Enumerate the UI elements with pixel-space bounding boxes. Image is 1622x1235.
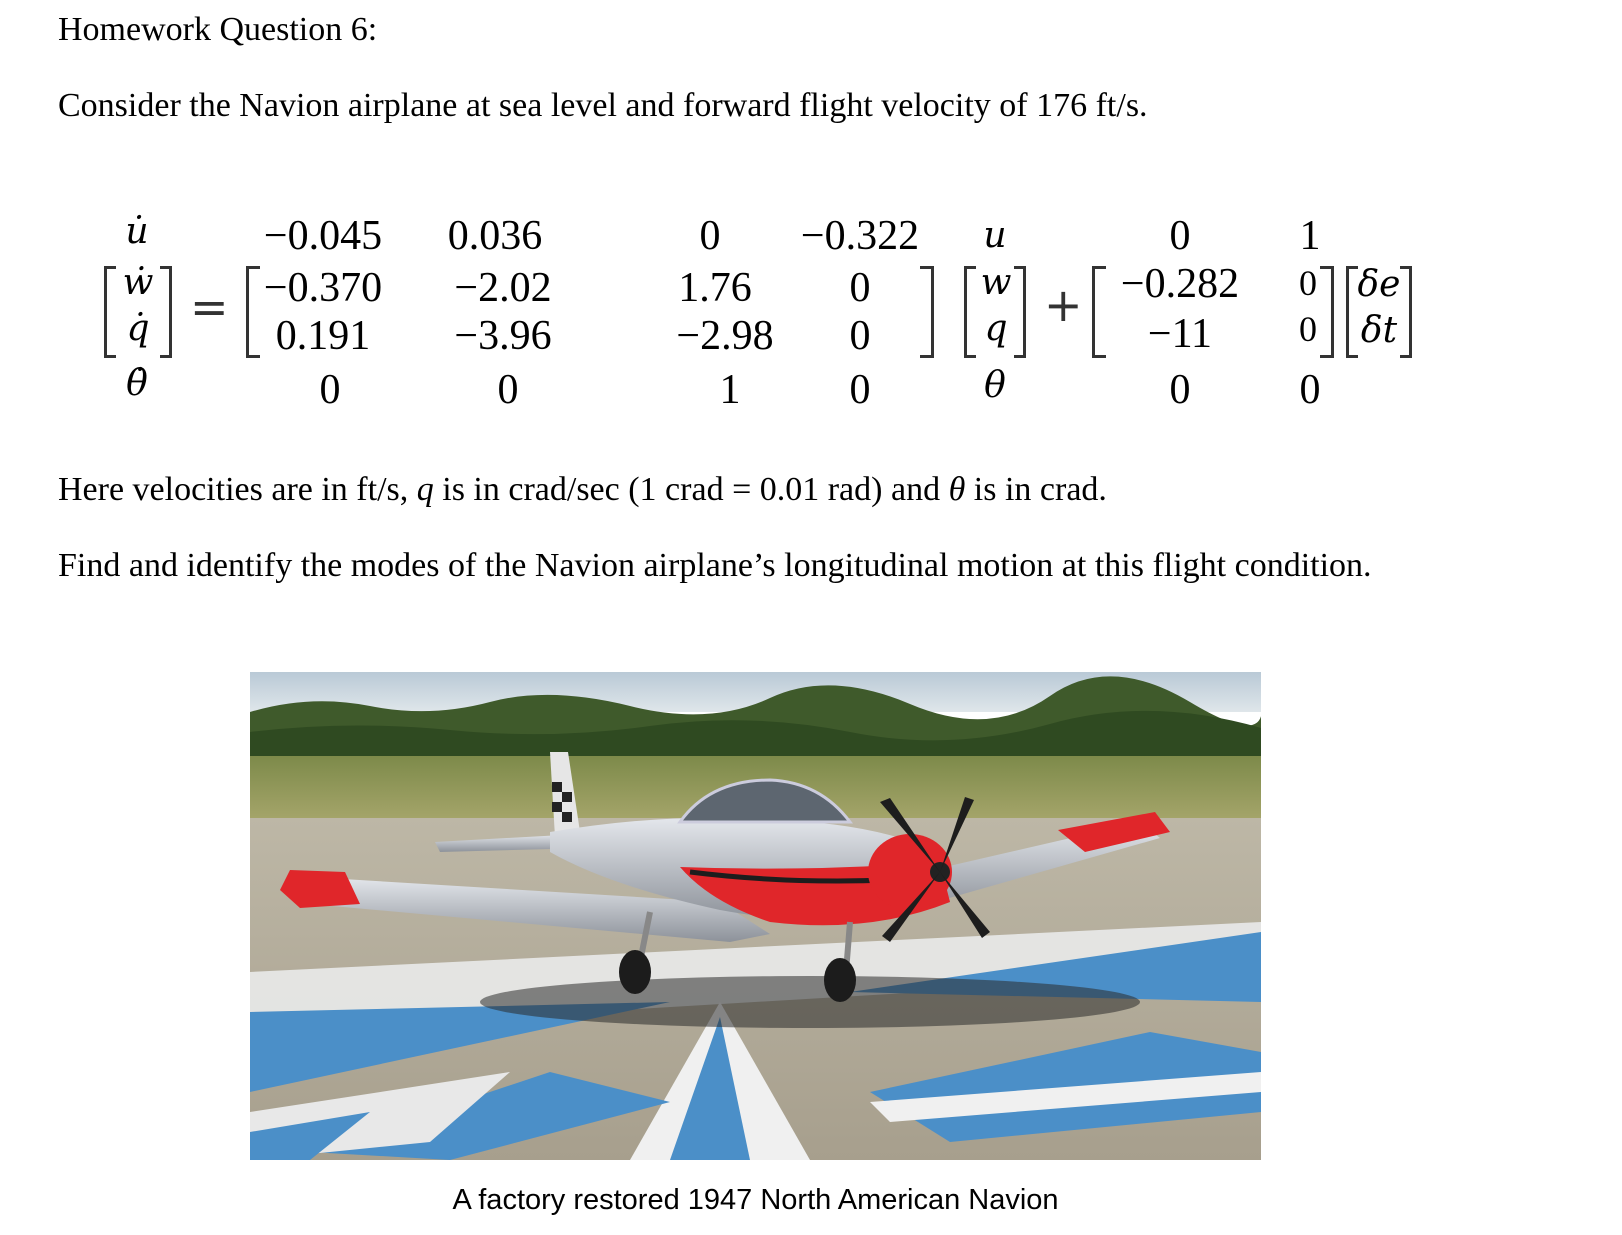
input-delta-t: δt (1360, 310, 1398, 351)
b-cell: 0 (1169, 213, 1191, 259)
a-cell: 1.76 (678, 265, 752, 311)
a-cell: 0 (319, 367, 341, 413)
a-cell: 0 (849, 313, 871, 359)
a-cell: −2.98 (676, 313, 774, 359)
b-cell: −0.282 (1120, 261, 1240, 307)
state-left-bracket (964, 266, 976, 358)
units-note (58, 470, 1107, 510)
lhs-right-bracket (160, 266, 172, 358)
a-cell: −2.02 (454, 265, 552, 311)
plus-sign: + (1044, 278, 1083, 332)
a-right-bracket (920, 266, 934, 358)
navion-airplane-photo (250, 672, 1261, 1160)
question-intro: Consider the Navion airplane at sea level and forward flight velocity of 176 ft/s. (58, 87, 1148, 124)
units-theta-symbol: θ (948, 471, 966, 508)
b-cell: 1 (1299, 213, 1321, 259)
b-cell: 0 (1169, 367, 1191, 413)
state-w: w (980, 262, 1012, 303)
a-cell: 0 (497, 367, 519, 413)
input-delta-e: δe (1357, 264, 1401, 305)
state-u: u (983, 215, 1007, 256)
b-right-bracket (1320, 266, 1334, 358)
a-cell: −0.045 (263, 213, 383, 259)
lhs-q-dot: q̇ (126, 308, 150, 349)
units-text-2: is in crad/sec (1 crad = 0.01 rad) and (433, 471, 949, 508)
units-q-symbol: q (416, 471, 434, 508)
a-cell: 0.036 (447, 213, 543, 259)
question-task: Find and identify the modes of the Navion airplane’s longitudinal motion at this flight condition. (58, 547, 1372, 584)
equals-sign: = (190, 280, 229, 334)
a-cell: 0 (699, 213, 721, 259)
question-title: Homework Question 6: (58, 11, 378, 48)
a-cell: −0.322 (800, 213, 920, 259)
lhs-u-dot: u̇ (125, 211, 149, 252)
b-cell: 0 (1299, 263, 1317, 303)
b-cell: −11 (1147, 311, 1213, 357)
a-cell: 0 (849, 367, 871, 413)
lhs-theta-dot: θ̇ (126, 363, 148, 404)
state-theta: θ (984, 365, 1006, 406)
units-text-1: Here velocities are in ft/s, (58, 471, 417, 508)
a-cell: 0.191 (275, 313, 371, 359)
lhs-w-dot: ẇ (122, 262, 154, 303)
a-cell: 0 (849, 265, 871, 311)
a-cell: 1 (719, 367, 741, 413)
b-cell: 0 (1299, 309, 1317, 349)
a-cell: −0.370 (263, 265, 383, 311)
state-right-bracket (1014, 266, 1026, 358)
photo-caption: A factory restored 1947 North American Navion (452, 1184, 1059, 1216)
input-right-bracket (1400, 266, 1412, 358)
b-cell: 0 (1299, 367, 1321, 413)
lhs-left-bracket (104, 266, 116, 358)
units-text-3: is in crad. (965, 471, 1107, 508)
state-q: q (984, 308, 1008, 349)
state-space-equation (0, 0, 1622, 440)
a-cell: −3.96 (454, 313, 552, 359)
